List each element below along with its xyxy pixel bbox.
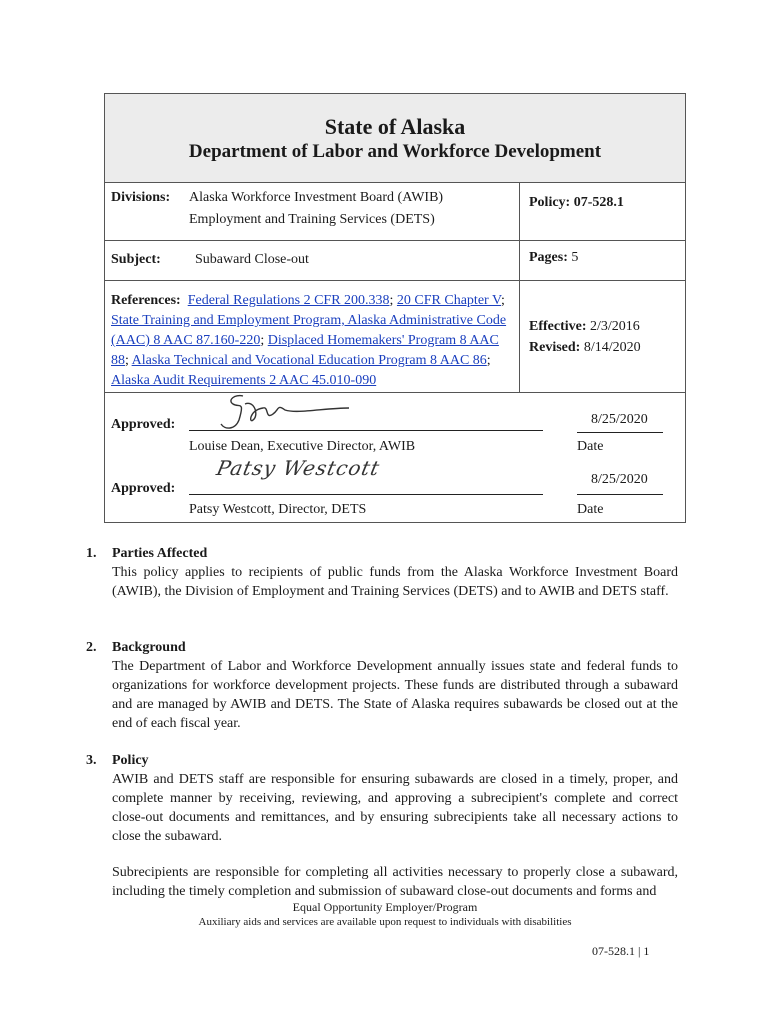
policy-value: 07-528.1 [573, 195, 624, 210]
division-dets: Employment and Training Services (DETS) [189, 212, 435, 227]
approved-label-2: Approved: [111, 481, 176, 496]
ref-2aac-45[interactable]: Alaska Audit Requirements 2 AAC 45.010-090 [111, 373, 377, 388]
ref-aac-88[interactable]: Displaced Homemakers' Program 8 AAC 88 [111, 333, 499, 368]
policy-number [529, 195, 624, 211]
section-body: AWIB and DETS staff are responsible for ensuring subawards are closed in a timely, proper, and complete manner by receiving, reviewing, and approving a subrecipient's complete and correct close-out documents and remittances, and by ensuring subrecipients take all necessary actions to close the subaward. [112, 772, 678, 844]
section-heading: Parties Affected [112, 546, 208, 561]
row-divider [105, 392, 685, 393]
signature-louise-dean-icon [205, 390, 355, 434]
approver-name-2: Patsy Westcott, Director, DETS [189, 502, 367, 517]
state-title: State of Alaska [324, 114, 466, 139]
section-body: This policy applies to recipients of public funds from the Alaska Workforce Investment Board (AWIB), the Division of Employment and Training Services (DETS) and to AWIB and DETS staff. [112, 565, 678, 599]
ref-20cfr[interactable]: 20 CFR Chapter V [396, 293, 502, 308]
date-line-2 [577, 494, 663, 495]
footer-eeo: Equal Opportunity Employer/Program [0, 900, 770, 915]
revised-label: Revised: [529, 340, 581, 355]
ref-2cfr[interactable]: Federal Regulations 2 CFR 200.338 [187, 293, 390, 308]
footer-accessibility: Auxiliary aids and services are available upon request to individuals with disabilities [198, 916, 572, 928]
column-divider [519, 182, 520, 392]
policy-label: Policy: [529, 195, 571, 210]
row-divider [105, 280, 685, 281]
signature-patsy-westcott-icon: Patsy Westcott [214, 456, 383, 480]
row-divider [105, 240, 685, 241]
title-band [105, 94, 685, 183]
revised-value: 8/14/2020 [583, 340, 641, 355]
paragraph-body: Subrecipients are responsible for completing all activities necessary to properly close a subaward, including the timely completion and submission of subaward close-out documents and forms and [112, 865, 678, 899]
page-number: 07-528.1 | 1 [592, 944, 650, 958]
effective-value: 2/3/2016 [590, 319, 640, 334]
approved-label-1: Approved: [111, 417, 176, 432]
division-awib: Alaska Workforce Investment Board (AWIB) [189, 190, 444, 205]
signature-line-2 [189, 494, 543, 495]
section-body: The Department of Labor and Workforce Development annually issues state and federal funds to organizations for workforce development projects. These funds are distributed through a subaward and are managed by AWIB and DETS. The State of Alaska requires subawards be closed out at the end of each fiscal year. [112, 659, 678, 731]
section-number: 2. [86, 640, 97, 655]
section-number: 3. [86, 753, 97, 768]
date-label-1: Date [577, 439, 604, 454]
approval-date-2: 8/25/2020 [591, 472, 648, 487]
date-label-2: Date [577, 502, 604, 517]
effective-date [529, 319, 640, 335]
pages-count [529, 250, 578, 266]
divisions-label: Divisions: [111, 190, 171, 205]
subject-value: Subaward Close-out [195, 252, 309, 267]
date-line-1 [577, 432, 663, 433]
pages-label: Pages: [529, 250, 568, 265]
references-label: References: [111, 293, 181, 308]
signature-line-1 [189, 430, 543, 431]
department-title: Department of Labor and Workforce Development [188, 141, 602, 162]
pages-value: 5 [571, 250, 579, 265]
effective-label: Effective: [529, 319, 587, 334]
references-block: References: Federal Regulations 2 CFR 200.338; 20 CFR Chapter V; State Training and Employment Program, Alaska Administrative Code (AAC) 8 AAC 87.160-220; Displaced Homemakers' Program 8 AAC 88; Alaska Technical and Vocational Education Program 8 AAC 86; Alaska Audit Requirements 2 AAC 45.010-090 [111, 293, 507, 388]
subject-label: Subject: [111, 252, 161, 267]
section-heading: Policy [112, 753, 149, 768]
policy-header-table [104, 93, 686, 523]
approval-date-1: 8/25/2020 [591, 412, 648, 427]
ref-aac-86[interactable]: Alaska Technical and Vocational Education Program 8 AAC 86 [131, 353, 487, 368]
section-number: 1. [86, 546, 97, 561]
ref-aac-87[interactable]: State Training and Employment Program, Alaska Administrative Code (AAC) 8 AAC 87.160-220 [111, 313, 507, 348]
approver-name-1: Louise Dean, Executive Director, AWIB [189, 439, 416, 454]
revised-date [529, 340, 641, 356]
section-heading: Background [112, 640, 186, 655]
